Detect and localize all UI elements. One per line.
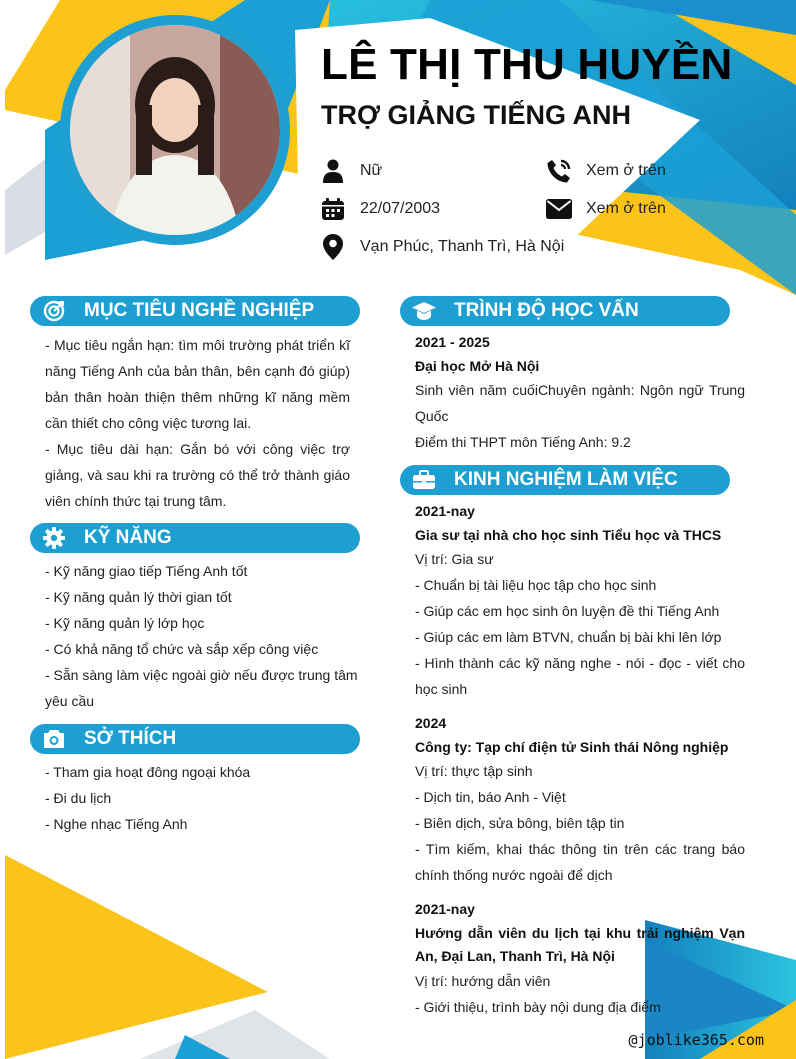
hobby-item: - Đi du lịch <box>45 790 112 806</box>
job-task: - Hình thành các kỹ năng nghe - nói - đọc - viết cho học sinh <box>415 655 745 697</box>
envelope-icon <box>546 196 572 222</box>
objective-content <box>45 332 350 514</box>
objective-long-term: - Mục tiêu dài hạn: Gắn bó với công việc trợ giảng, và sau khi ra trường có thể trở thành giáo viên chính thức tại trung tâm. <box>45 441 350 509</box>
candidate-name: LÊ THỊ THU HUYỀN <box>321 40 733 89</box>
job-task: - Giúp các em làm BTVN, chuẩn bị bài khi lên lớp <box>415 629 722 645</box>
camera-icon <box>42 727 66 751</box>
education-section-header <box>400 296 730 326</box>
calendar-icon <box>320 196 346 222</box>
watermark: @joblike365.com <box>628 1031 764 1049</box>
gender-value: Nữ <box>360 162 383 179</box>
location-pin-icon <box>320 234 346 260</box>
phone-row <box>546 158 666 184</box>
email-row <box>546 196 666 222</box>
experience-title: KINH NGHIỆM LÀM VIỆC <box>454 469 678 490</box>
address-row <box>320 234 564 260</box>
phone-value: Xem ở trên <box>586 162 666 179</box>
skills-list <box>45 558 360 714</box>
job-company: Hướng dẫn viên du lịch tại khu trải nghiệm Vạn An, Đại Lan, Thanh Trì, Hà Nội <box>415 925 745 964</box>
job-task: - Biên dịch, sửa bông, biên tập tin <box>415 815 625 831</box>
objective-short-term: - Mục tiêu ngắn hạn: tìm môi trường phát triển kĩ năng Tiếng Anh của bản thân, bên cạnh đó giúp) bản thân hoàn thiện thêm những kĩ năng mềm cần thiết cho công việc tương lai. <box>45 337 350 431</box>
job-task: - Chuẩn bị tài liệu học tập cho học sinh <box>415 577 657 593</box>
skill-item: - Kỹ năng quản lý lớp học <box>45 615 205 631</box>
job-period: 2024 <box>415 715 447 731</box>
job-task: - Tìm kiếm, khai thác thông tin trên các trang báo chính thống nước ngoài để dịch <box>415 841 745 883</box>
skills-title: KỸ NĂNG <box>84 527 172 548</box>
job-task: - Giới thiệu, trình bày nội dung địa điểm <box>415 999 661 1015</box>
hobby-item: - Nghe nhạc Tiếng Anh <box>45 816 188 832</box>
job-period: 2021-nay <box>415 901 475 917</box>
dob-row <box>320 196 440 222</box>
dob-value: 22/07/2003 <box>360 200 441 217</box>
gender-row <box>320 158 382 184</box>
avatar-photo-icon <box>70 25 280 235</box>
phone-icon <box>546 158 572 184</box>
job-task: - Giúp các em học sinh ôn luyện đề thi Tiếng Anh <box>415 603 720 619</box>
education-detail: Điểm thi THPT môn Tiếng Anh: 9.2 <box>415 434 631 450</box>
job-position: Vị trí: hướng dẫn viên <box>415 973 551 989</box>
person-icon <box>320 158 346 184</box>
job-period: 2021-nay <box>415 503 475 519</box>
job-position: Vị trí: thực tập sinh <box>415 763 533 779</box>
email-value: Xem ở trên <box>586 200 666 217</box>
experience-job-2 <box>415 710 745 888</box>
education-school: Đại học Mở Hà Nội <box>415 358 540 374</box>
hobbies-section-header <box>30 724 360 754</box>
hobbies-title: SỞ THÍCH <box>84 728 177 749</box>
job-title: TRỢ GIẢNG TIẾNG ANH <box>321 100 632 130</box>
skill-item: - Kỹ năng giao tiếp Tiếng Anh tốt <box>45 563 248 579</box>
job-position: Vị trí: Gia sư <box>415 551 494 567</box>
hobby-item: - Tham gia hoạt đông ngoại khóa <box>45 764 251 780</box>
job-company: Gia sư tại nhà cho học sinh Tiểu học và THCS <box>415 527 722 543</box>
target-icon <box>42 299 66 323</box>
education-period: 2021 - 2025 <box>415 334 490 350</box>
skills-section-header <box>30 523 360 553</box>
experience-job-1 <box>415 498 745 702</box>
experience-job-3 <box>415 896 745 1020</box>
objective-section-header <box>30 296 360 326</box>
job-task: - Dịch tin, báo Anh - Việt <box>415 789 566 805</box>
hobbies-list <box>45 759 360 837</box>
graduation-cap-icon <box>412 299 436 323</box>
skill-item: - Sẵn sàng làm việc ngoài giờ nếu được trung tâm yêu cầu <box>45 667 358 709</box>
experience-section-header <box>400 465 730 495</box>
objective-title: MỤC TIÊU NGHỀ NGHIỆP <box>84 300 315 321</box>
education-title: TRÌNH ĐỘ HỌC VẤN <box>454 300 639 321</box>
briefcase-icon <box>412 468 436 492</box>
education-detail: Sinh viên năm cuốiChuyên ngành: Ngôn ngữ Trung Quốc <box>415 382 745 424</box>
avatar <box>70 25 280 235</box>
job-company: Công ty: Tạp chí điện tử Sinh thái Nông nghiệp <box>415 739 729 755</box>
education-content <box>415 329 745 455</box>
gear-icon <box>42 526 66 550</box>
skill-item: - Kỹ năng quản lý thời gian tốt <box>45 589 232 605</box>
address-value: Vạn Phúc, Thanh Trì, Hà Nội <box>360 238 565 255</box>
skill-item: - Có khả năng tổ chức và sắp xếp công việc <box>45 641 319 657</box>
